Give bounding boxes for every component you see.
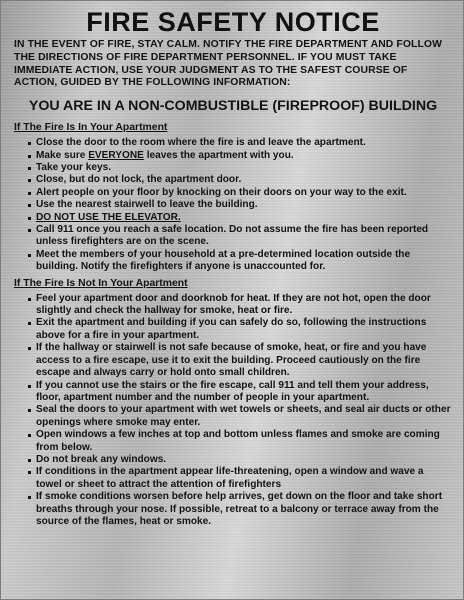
section-heading-fire-in-apartment: If The Fire Is In Your Apartment — [14, 122, 168, 134]
list-item: If the hallway or stairwell is not safe because of smoke, heat, or fire and you have access to a fire escape, use it to exit the building. Proceed cautiously on the fire escape and always carry or hold onto small children. — [28, 342, 452, 379]
list-item: If smoke conditions worsen before help arrives, get down on the floor and take short breaths through your nose. If possible, retreat to a balcony or terrace away from the source of the flames, heat or smoke. — [28, 491, 452, 528]
list-item: If you cannot use the stairs or the fire escape, call 911 and tell them your address, floor, apartment number and the number of people in your apartment. — [28, 380, 452, 405]
list-item — [28, 212, 452, 224]
list-item: Close, but do not lock, the apartment door. — [28, 174, 452, 186]
elevator-warning: DO NOT USE THE ELEVATOR. — [36, 211, 181, 223]
list-item: Seal the doors to your apartment with wet towels or sheets, and seal air ducts or other openings where smoke may enter. — [28, 404, 452, 429]
building-type-subtitle: YOU ARE IN A NON-COMBUSTIBLE (FIREPROOF) BUILDING — [28, 98, 438, 115]
fire-in-apartment-list — [14, 137, 452, 273]
list-item: Feel your apartment door and doorknob for heat. If they are not hot, open the door slightly and check the hallway for smoke, heat or fire. — [28, 293, 452, 318]
list-item: Close the door to the room where the fire is and leave the apartment. — [28, 137, 452, 149]
emphasis-everyone: EVERYONE — [88, 149, 144, 161]
list-item: Meet the members of your household at a pre-determined location outside the building. Notify the firefighters if anyone is unaccounted for. — [28, 249, 452, 274]
fire-not-in-apartment-list — [14, 293, 452, 529]
list-item — [28, 150, 452, 162]
intro-paragraph: IN THE EVENT OF FIRE, STAY CALM. NOTIFY THE FIRE DEPARTMENT AND FOLLOW THE DIRECTIONS OF FIRE DEPARTMENT PERSONNEL. IF YOU MUST TAKE IMMEDIATE ACTION, USE YOUR JUDGMENT AS TO THE SAFEST COURSE OF ACTION, GUIDED BY THE FOLLOWING INFORMATION: — [14, 39, 443, 89]
sign-title: FIRE SAFETY NOTICE — [86, 7, 380, 37]
section-heading-fire-not-in-apartment: If The Fire Is Not In Your Apartment — [14, 277, 188, 289]
list-item: Exit the apartment and building if you can safely do so, following the instructions above for a fire in your apartment. — [28, 317, 452, 342]
list-item: Alert people on your floor by knocking on their doors on your way to the exit. — [28, 187, 452, 199]
list-item: Take your keys. — [28, 162, 452, 174]
list-item: Open windows a few inches at top and bottom unless flames and smoke are coming from below. — [28, 429, 452, 454]
list-item-text: leaves the apartment with you. — [143, 149, 294, 161]
list-item-text: Make sure — [36, 149, 89, 161]
list-item: Do not break any windows. — [28, 454, 452, 466]
list-item: Use the nearest stairwell to leave the building. — [28, 199, 452, 211]
list-item: Call 911 once you reach a safe location. Do not assume the fire has been reported unless firefighters are on the scene. — [28, 224, 452, 249]
list-item: If conditions in the apartment appear life-threatening, open a window and wave a towel or sheet to attract the attention of firefighters — [28, 466, 452, 491]
